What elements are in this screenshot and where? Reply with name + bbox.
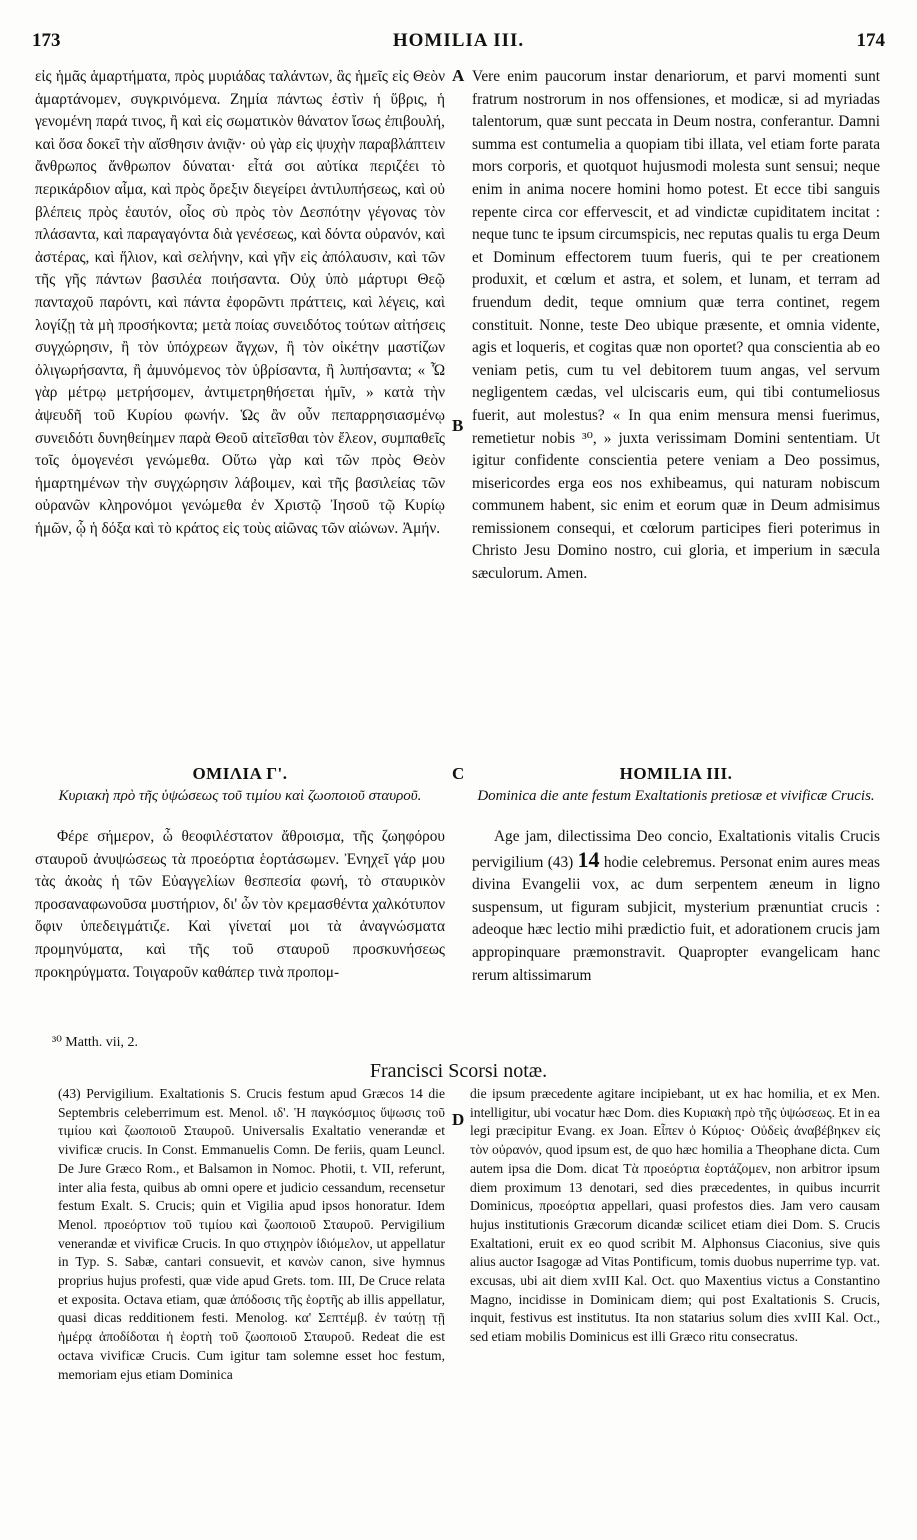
greek-section-body: Φέρε σήμερον, ὦ θεοφιλέστατον ἄθροισμα, τῆς ζωηφόρου σταυροῦ ἀνυψώσεως τὰ προεόρτια ἑορτάσωμεν. Ἐνηχεῖ γάρ μου τὰς ἀκοὰς ἡ τῶν Εὐαγγελίων θεσπεσία φωνή, τὸ σταυρικὸν προσαναφωνοῦσα μυστήριον, δι' ὧν τὸν κρεμασθέντα χαλκότυπον ὄφιν ὑπεδειγμάτιζε. Καὶ γίνεταί μοι τὰ ἀναγνώσματα προμηνύματα, καὶ τῆς τοῦ σταυροῦ προσκυνήσεως προκηρύγματα. Τοιγαροῦν καθάπερ τινὰ προπομ- <box>35 828 445 981</box>
latin-section-title: HOMILIA III. <box>619 764 733 783</box>
notes-column-left <box>58 1085 445 1384</box>
latin-section-subtitle: Dominica die ante festum Exaltationis pretiosæ et vivificæ Crucis. <box>477 788 875 804</box>
notes-text-left: (43) Pervigilium. Exaltationis S. Crucis festum apud Græcos 14 die Septembris celeberrimum est. Menol. ιδ'. Ἡ παγκόσμιος ὕψωσις τοῦ τιμίου καὶ ζωοποιοῦ Σταυροῦ. Universalis Exaltatio venerandæ et vivificæ crucis. In Const. Emmanuelis Comn. De feriis, quam Leuncl. De Jure Græco Rom., et Balsamon in Nomoc. Photii, t. VII, referunt, inter alia festa, quibus ab omni opere et judicio cessandum, recensetur festum Exalt. S. Crucis; quin et Vigilia apud ipsos honoratur. Idem Menol. προεόρτιον τοῦ τιμίου καὶ ζωοποιοῦ Σταυροῦ. Pervigilium venerandæ et vivificæ Crucis. In quo στιχηρὸν ἰδιόμελον, ut appellatur in Typ. S. Sabæ, cantari consuevit, et κανὼν canon, sive hymnus proprius hujus profesti, quæ vide apud Grets. tom. III, De Cruce relata et exposita. Octava etiam, quæ ἀπόδοσις τῆς ἑορτῆς ab illis appellatur, quasi dicas redditionem festi. Menolog. κα' Σεπτέμβ. ἐν ταύτῃ τῇ ἡμέρᾳ ἀποδίδοται ἡ ἑορτὴ τοῦ ζωοποιοῦ Σταυροῦ. Redeat die est octava vivificæ Crucis. Cum igitur tam solemne esset hoc festum, memoriam ejus etiam Dominica <box>58 1086 445 1382</box>
margin-marker-d: D <box>452 1110 465 1129</box>
greek-column-top <box>35 66 445 540</box>
margin-marker-a: A <box>452 66 465 85</box>
notes-text-right: die ipsum præcedente agitare incipiebant, ut ex hac homilia, et ex Men. intelligitur, ubi vocatur hæc Dom. dies Κυριακὴ πρὸ τῆς ὑψώσεως. Et in ea legi præcipitur Evang. ex Joan. Εἶπεν ὁ Κύριος· Οὐδεὶς ἀναβέβηκεν εἰς τὸν οὐρανόν, quod ipsum est, de quo hæc homilia a Theophane dicta. Cum autem ipsa die Dom. dicat Τὰ προεόρτια ἑορτάζομεν, non arbitror ipsum diem proximum 13 denotari, sed dies præcedentes, in quibus incurrit Dominicus, προεόρτια appellari, quasi profestos dies. Jam vero causam hujus institutionis Græcorum dicandæ scilicet etiam diei Dom. S. Crucis Exaltationi, eruit ex eo quod scribit M. Alphonsus Ciaconius, sive quis alius auctor Isagogæ ad Vitas Pontificum, tomis duobus nuperrime typ. vat. excusas, ubi ait diem xvIII Kal. Oct. quo Maxentius victus a Constantino Magno, incidisse in Dominicam diem; qui post Exaltationis S. Crucis, inquit, festivus est institutus. Ita non statarius solum dies xvIII Kal. Oct., sed etiam mobilis Dominicus est illi Græco ritu consecratus. <box>470 1086 880 1345</box>
page-number-right: 174 <box>856 30 885 51</box>
margin-marker-c: C <box>452 764 465 783</box>
footnote: ³⁰ Matth. vii, 2. <box>52 1035 139 1050</box>
latin-section-body <box>472 826 880 987</box>
greek-column-body <box>35 826 445 984</box>
page-number-left: 173 <box>32 30 61 51</box>
notes-column-right <box>470 1085 880 1347</box>
latin-column-top <box>472 66 880 586</box>
greek-text-top: εἰς ἡμᾶς ἁμαρτήματα, πρὸς μυριάδας ταλάντων, ἃς ἡμεῖς εἰς Θεὸν ἁμαρτάνομεν, συγκρινόμενα. Ζημία πάντως ἐστὶν ἡ ὕβρις, ἡ γενομένη παρά τινος, ἢ καὶ εἰς σωματικὸν θάνατον ἴσως ἐπιβουλή, καὶ ὅσα δοκεῖ τὴν αἴσθησιν ἀνιᾷν· οὐ γὰρ εἰς ψυχὴν παραβλάπτειν ἄνθρωπος ἄνθρωπον δύναται· εἶτά σοι αὐτίκα περιζέει τὸ περικάρδιον αἷμα, καὶ πρὸς ὄρεξιν διεγείρει ἀντιλυπήσεως, καὶ οὐ βλέπεις πρὸς ἑαυτόν, οἷος σὺ πρὸς τὸν Δεσπότην γέγονας τὸν πλάσαντα, καὶ παραγαγόντα διὰ γενέσεως, καὶ δόντα οὐρανόν, καὶ ἀστέρας, καὶ ἥλιον, καὶ σελήνην, καὶ γῆν εἰς ἀπόλαυσιν, καὶ τῶν τῆς γῆς πάντων βασιλέα ποιήσαντα. Οὐχ ὑπὸ μάρτυρι Θεῷ πανταχοῦ παρόντι, καὶ πάντα ἐφορῶντι πράττεις, καὶ λέγεις, καὶ λογίζῃ τὰ μὴ προσήκοντα; μετὰ ποίας συνειδότος τούτων αἰτήσεις συγχώρησιν, ἢ τὸν ὑπόχρεων ἄγχων, ἢ τὸν οἰκέτην μαστίζων ὀλιγωρήσαντα, ἢ ἀμυνόμενος τὸν ὑβρίσαντα, ἢ λυπήσαντα; « Ὧ γὰρ μέτρῳ μετρήσομεν, ἀντιμετρηθήσεται ἡμῖν, » κατὰ τὴν ἀψευδῆ τοῦ Κυρίου φωνήν. Ὡς ἂν οὖν πεπαρρησιασμένῳ συνειδότι δυνηθείημεν παρὰ Θεοῦ αἰτεῖσθαι τὸν ἔλεον, συμπαθεῖς τοῖς ὁμογενέσι γενώμεθα. Οὕτω γὰρ καὶ τῶν πρὸς Θεὸν ἡμαρτημένων τὴν συγχώρησιν λάβοιμεν, καὶ τῆς βασιλείας τῶν οὐρανῶν κληρονόμοι γενώμεθα ἐν Χριστῷ Ἰησοῦ τῷ Κυρίῳ ἡμῶν, ᾧ ἡ δόξα καὶ τὸ κράτος εἰς τοὺς αἰῶνας τῶν αἰώνων. Ἀμήν. <box>35 68 445 537</box>
margin-marker-b: B <box>452 416 464 435</box>
page-column-number: 14 <box>577 846 600 872</box>
latin-body-end: hodie celebremus. Personat enim aures meas divina Evangelii vox, ac dum serpentem æneum in ligno suspensum, ut figuram subjicit, mysterium prænuntiat crucis : adeoque hæc lectio mihi prædictio fuit, et adorationem crucis jam appropinquare præmonstravit. Quapropter evangelicam hanc rerum altissimarum <box>472 853 880 984</box>
running-title: HOMILIA III. <box>392 30 525 51</box>
latin-column-body <box>472 826 880 987</box>
latin-text-top: Vere enim paucorum instar denariorum, et parvi momenti sunt fratrum nostrorum in nos offensiones, et modicæ, si ad myriadas talentorum, quæ sunt peccata in Deum nostra, conferantur. Damni summa est contumelia a quopiam tibi illata, vel etiam forte parata mors corporis, et quotquot hujusmodi molesta sunt sensui; neque enim in anima nocere homini homo potest. Et ecce tibi sanguis repente circa cor effervescit, et ad vindictæ cupiditatem incitat : neque tunc te ipsum circumspicis, nec reputas qualis tu erga Deum et Dominum effectorem tuum fueris, qui te per creationem produxit, et cœlum et astra, et solem, et lunam, et terram ad fruendum dedit, teque omnium quæ terra continet, regem constituit. Nonne, teste Deo ubique præsente, et omnia vidente, agis et loqueris, et cogitas quæ non oportet? qua conscientia ab eo veniam petis, cum tu vel debitorem tuum angas, vel servum negligentem cædas, vel ulciscaris eum, qui tibi contumeliosus fuerit, aut molestus? « In qua enim mensura mensi fuerimus, remetietur nobis ³⁰, » juxta verissimam Domini sententiam. Ut igitur confidente conscientia petere veniam a Deo possimus, misericordes erga eos nos exhibeamus, qui naturam nobiscum communem habent, sic enim et eorum quæ in Deum admisimus remissionem consequi, et cœlorum participes fieri poterimus in Christo Jesu Domino nostro, cui gloria, et imperium in sæcula sæculorum. Amen. <box>472 68 880 583</box>
page-header <box>32 22 885 56</box>
greek-section-subtitle: Κυριακὴ πρὸ τῆς ὑψώσεως τοῦ τιμίου καὶ ζωοποιοῦ σταυροῦ. <box>58 788 422 804</box>
greek-section-title: ΟΜΙΛΙΑ Γ'. <box>192 764 288 783</box>
latin-body-start: Age jam, dilectissima Deo concio, Exaltationis vitalis Crucis pervigilium (43) <box>472 828 880 871</box>
notes-title: Francisci Scorsi notæ. <box>369 1060 548 1082</box>
